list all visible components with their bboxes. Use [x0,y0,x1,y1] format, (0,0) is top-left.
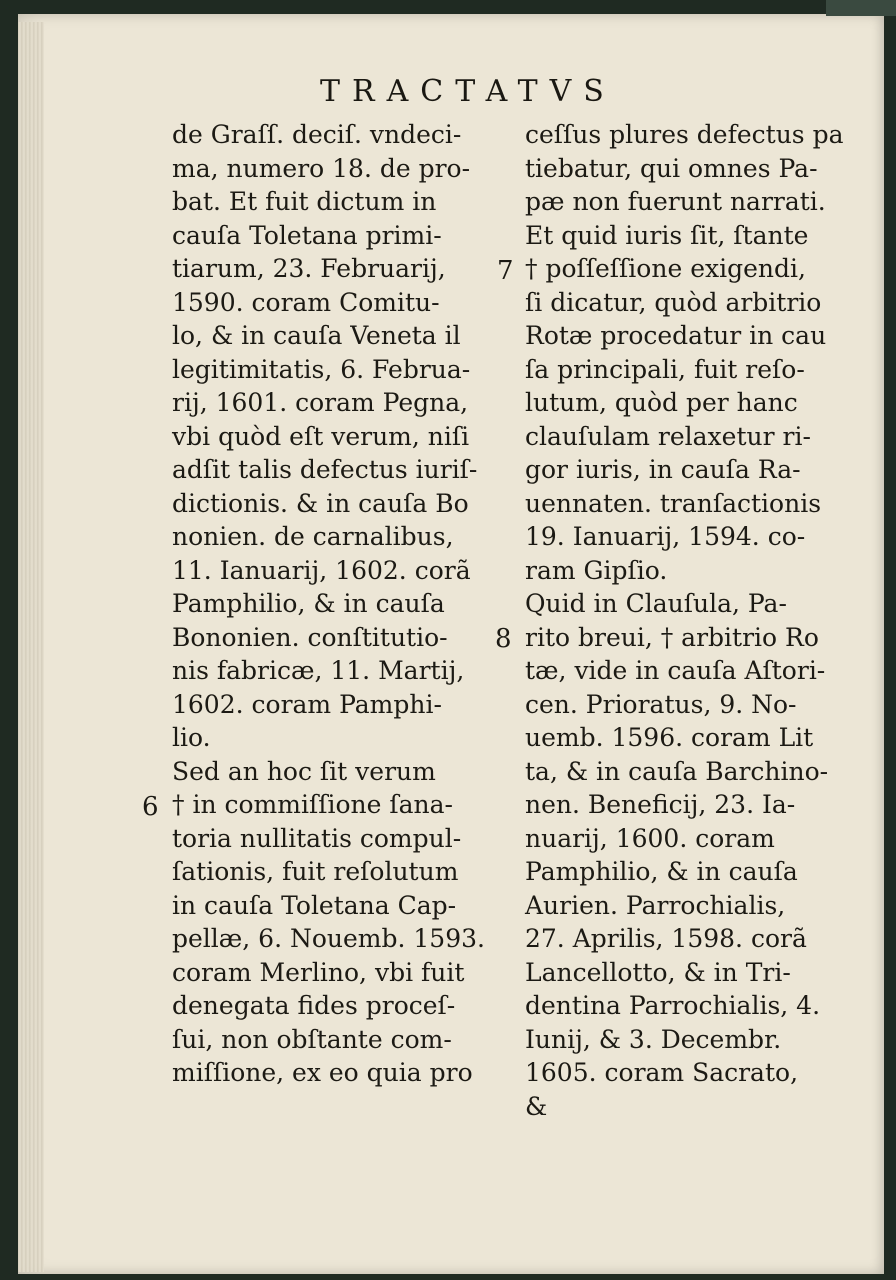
text-line: lutum, quòd per hanc [525,388,798,417]
text-line: nonien. de carnalibus, [172,522,454,551]
text-line: ſa principali, fuit reſo- [525,354,805,384]
text-line: ma, numero 18. de pro- [172,153,471,183]
text-line: denegata fides proceſ- [172,991,456,1020]
margin-number: 6 [142,792,159,822]
text-line: Aurien. Parrochialis, [525,890,786,920]
text-line: legitimitatis, 6. Februa- [172,354,471,384]
page-corner [826,0,896,16]
text-line: rij, 1601. coram Pegna, [172,388,469,417]
text-line: tiebatur, qui omnes Pa- [525,153,818,183]
text-line: nuarij, 1600. coram [525,823,775,853]
text-line: de Graſſ. deciſ. vndeci- [172,120,462,149]
text-line: toria nullitatis compul- [172,823,462,853]
text-line: pæ non fuerunt narrati. [525,187,826,216]
text-line: rito breui, † arbitrio Ro [525,622,819,652]
text-line: dictionis. & in cauſa Bo [172,488,469,518]
text-line: uennaten. tranſactionis [525,488,822,518]
text-line: dentina Parrochialis, 4. [525,991,821,1020]
text-line: ta, & in cauſa Barchino- [525,756,829,786]
running-header: TRACTATVS [320,74,616,109]
text-line: cauſa Toletana primi- [172,220,442,250]
text-line: in cauſa Toletana Cap- [172,890,457,920]
text-line: bat. Et fuit dictum in [172,187,437,216]
margin-number: 8 [495,624,512,654]
text-line: Bononien. conſtitutio- [172,622,448,652]
text-line: † in commiſſione ſana- [172,790,453,819]
text-line: adſit talis defectus iuriſ- [172,455,478,484]
text-line: coram Merlino, vbi fuit [172,957,465,987]
margin-number: 7 [497,256,514,286]
text-line: Et quid iuris ſit, ſtante [525,220,809,250]
text-line: 1605. coram Sacrato, [525,1058,799,1087]
text-line: Quid in Clauſula, Pa- [525,589,787,618]
text-line: ram Gipſio. [525,555,668,585]
text-line: 1602. coram Pamphi- [172,689,442,719]
text-line: Lancellotto, & in Tri- [525,957,791,987]
text-line: & [525,1091,548,1121]
text-line: † poſſeſſione exigendi, [525,254,806,283]
text-line: lio. [172,723,211,752]
text-line: 1590. coram Comitu- [172,287,440,317]
text-line: 11. Ianuarij, 1602. corã [172,555,471,585]
text-line: 19. Ianuarij, 1594. co- [525,522,806,551]
text-line: clauſulam relaxetur ri- [525,421,811,451]
text-line: miſſione, ex eo quia pro [172,1058,473,1087]
text-line: gor iuris, in cauſa Ra- [525,455,801,484]
text-line: cen. Prioratus, 9. No- [525,689,797,719]
text-line: Pamphilio, & in cauſa [525,857,798,886]
text-line: ſi dicatur, quòd arbitrio [525,287,822,317]
text-line: uemb. 1596. coram Lit [525,723,814,752]
text-line: tæ, vide in cauſa Aſtori- [525,656,826,685]
text-line: Pamphilio, & in cauſa [172,589,445,618]
text-line: Sed an hoc ſit verum [172,756,436,786]
text-line: ſationis, fuit reſolutum [172,857,459,886]
text-line: lo, & in cauſa Veneta il [172,321,461,350]
text-line: ceſſus plures defectus pa [525,120,844,149]
text-line: nis fabricæ, 11. Martij, [172,656,465,685]
text-line: ſui, non obſtante com- [172,1024,452,1054]
text-line: nen. Beneficij, 23. Ia- [525,790,796,819]
text-line: Rotæ procedatur in cau [525,321,827,350]
text-line: pellæ, 6. Nouemb. 1593. [172,924,485,953]
text-line: 27. Aprilis, 1598. corã [525,924,807,953]
right-column [525,118,845,1123]
left-column [172,118,492,1090]
page-edges [18,22,44,1272]
text-line: vbi quòd eſt verum, niſi [172,421,470,451]
text-line: Iunij, & 3. Decembr. [525,1024,782,1054]
text-line: tiarum, 23. Februarij, [172,254,446,283]
